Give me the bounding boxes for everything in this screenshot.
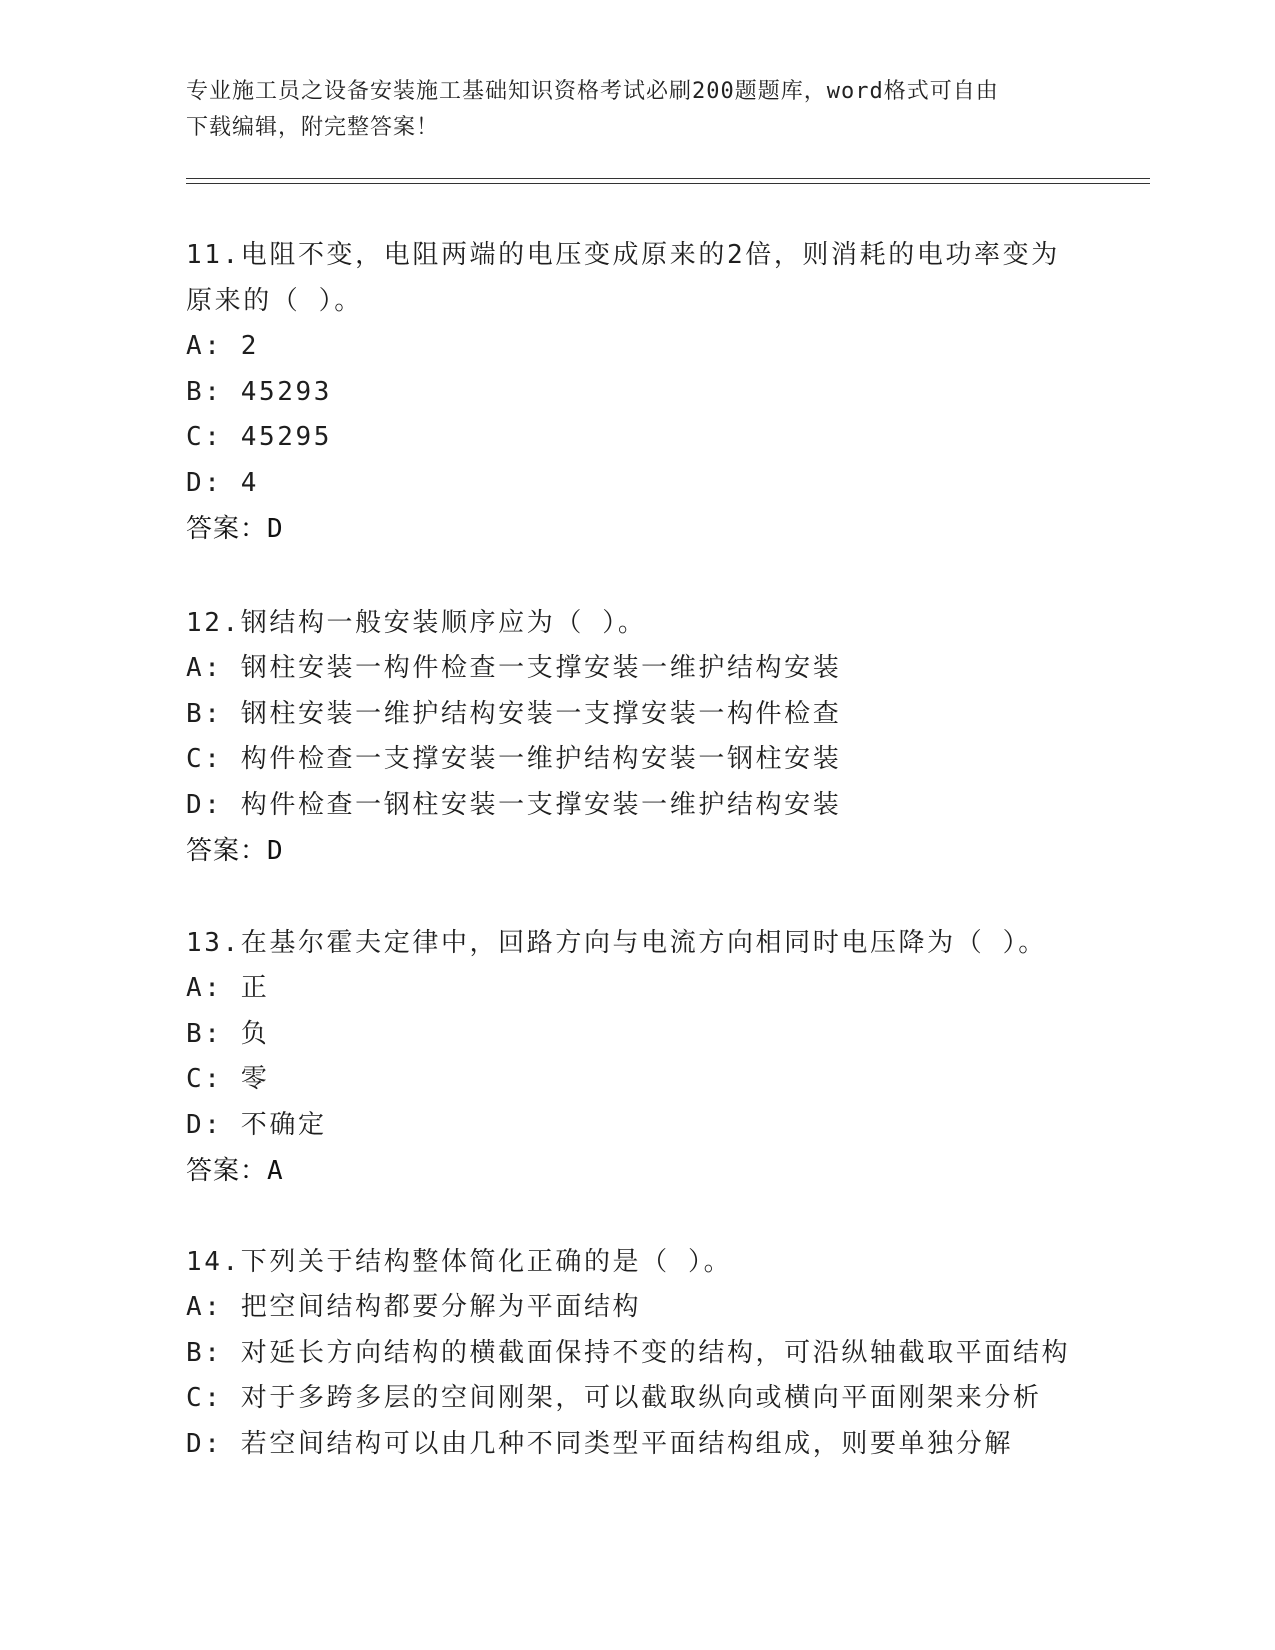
option-d: D: 构件检查一钢柱安装一支撑安装一维护结构安装 [186, 789, 842, 820]
option-b: B: 负 [186, 1018, 270, 1049]
header-title-line-1: 专业施工员之设备安装施工基础知识资格考试必刷200题题库，word格式可自由 [186, 79, 999, 104]
answer-label: 答案： [186, 836, 268, 866]
option-b: B: 45293 [186, 376, 333, 407]
option-a: A: 2 [186, 331, 260, 361]
question-11 [186, 232, 1086, 552]
option-c: C: 构件检查一支撑安装一维护结构安装一钢柱安装 [186, 744, 842, 774]
answer-line [186, 828, 1086, 874]
header-title-line-2: 下载编辑，附完整答案！ [186, 115, 440, 140]
option-c: C: 零 [186, 1064, 270, 1094]
question-stem: 12.钢结构一般安装顺序应为（ ）。 [186, 608, 647, 638]
option-a: A: 正 [186, 973, 270, 1003]
question-stem: 14.下列关于结构整体简化正确的是（ ）。 [186, 1247, 733, 1277]
answer-line [186, 1148, 1086, 1194]
question-14 [186, 1239, 1086, 1467]
option-a: A: 把空间结构都要分解为平面结构 [186, 1292, 642, 1322]
option-d: D: 若空间结构可以由几种不同类型平面结构组成，则要单独分解 [186, 1428, 1013, 1459]
question-13 [186, 920, 1086, 1194]
header-divider-bottom [186, 183, 1150, 184]
document-header [186, 74, 1086, 146]
question-12 [186, 600, 1086, 874]
option-c: C: 45295 [186, 422, 333, 452]
option-b: B: 对延长方向结构的横截面保持不变的结构，可沿纵轴截取平面结构 [186, 1337, 1071, 1368]
header-divider-top [186, 178, 1150, 179]
option-c: C: 对于多跨多层的空间刚架，可以截取纵向或横向平面刚架来分析 [186, 1383, 1042, 1413]
option-b: B: 钢柱安装一维护结构安装一支撑安装一构件检查 [186, 698, 842, 729]
question-stem: 13.在基尔霍夫定律中，回路方向与电流方向相同时电压降为（ ）。 [186, 928, 1047, 958]
option-d: D: 不确定 [186, 1109, 327, 1140]
option-d: D: 4 [186, 467, 260, 498]
answer-value: D [267, 836, 284, 866]
answer-line [186, 506, 1086, 552]
question-stem: 11.电阻不变，电阻两端的电压变成原来的2倍，则消耗的电功率变为原来的（ ）。 [186, 240, 1060, 316]
answer-label: 答案： [186, 1156, 268, 1186]
option-a: A: 钢柱安装一构件检查一支撑安装一维护结构安装 [186, 653, 842, 683]
answer-value: A [267, 1156, 284, 1186]
answer-value: D [267, 514, 284, 544]
answer-label: 答案： [186, 514, 268, 544]
